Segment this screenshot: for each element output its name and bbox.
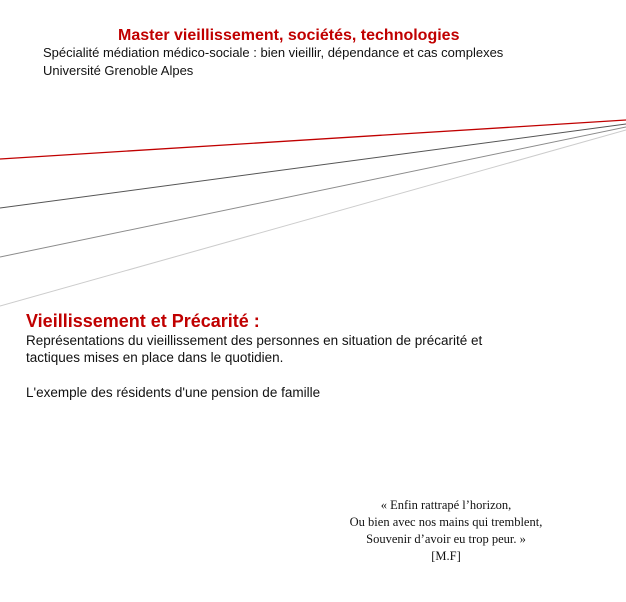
specialty-line: Spécialité médiation médico-sociale : bien vieillir, dépendance et cas complexes [43, 45, 504, 60]
dark-gray-line [0, 124, 626, 208]
subtitle-line: tactiques mises en place dans le quotidien. [26, 350, 284, 365]
thesis-subtitle [26, 332, 482, 366]
epigraph [316, 497, 576, 565]
mid-gray-line [0, 127, 626, 257]
epigraph-line: Souvenir d’avoir eu trop peur. » [366, 532, 526, 546]
thesis-title: Vieillissement et Précarité : [26, 311, 260, 331]
example-subtitle: L'exemple des résidents d'une pension de famille [26, 385, 321, 400]
epigraph-attribution: [M.F] [431, 549, 461, 563]
university-name: Université Grenoble Alpes [43, 63, 194, 78]
epigraph-line: Ou bien avec nos mains qui tremblent, [349, 515, 543, 529]
epigraph-line: « Enfin rattrapé l’horizon, [380, 498, 512, 512]
subtitle-line: Représentations du vieillissement des personnes en situation de précarité et [26, 333, 483, 348]
master-title: Master vieillissement, sociétés, technologies [118, 27, 460, 44]
red-line [0, 120, 626, 159]
light-gray-line [0, 130, 626, 306]
